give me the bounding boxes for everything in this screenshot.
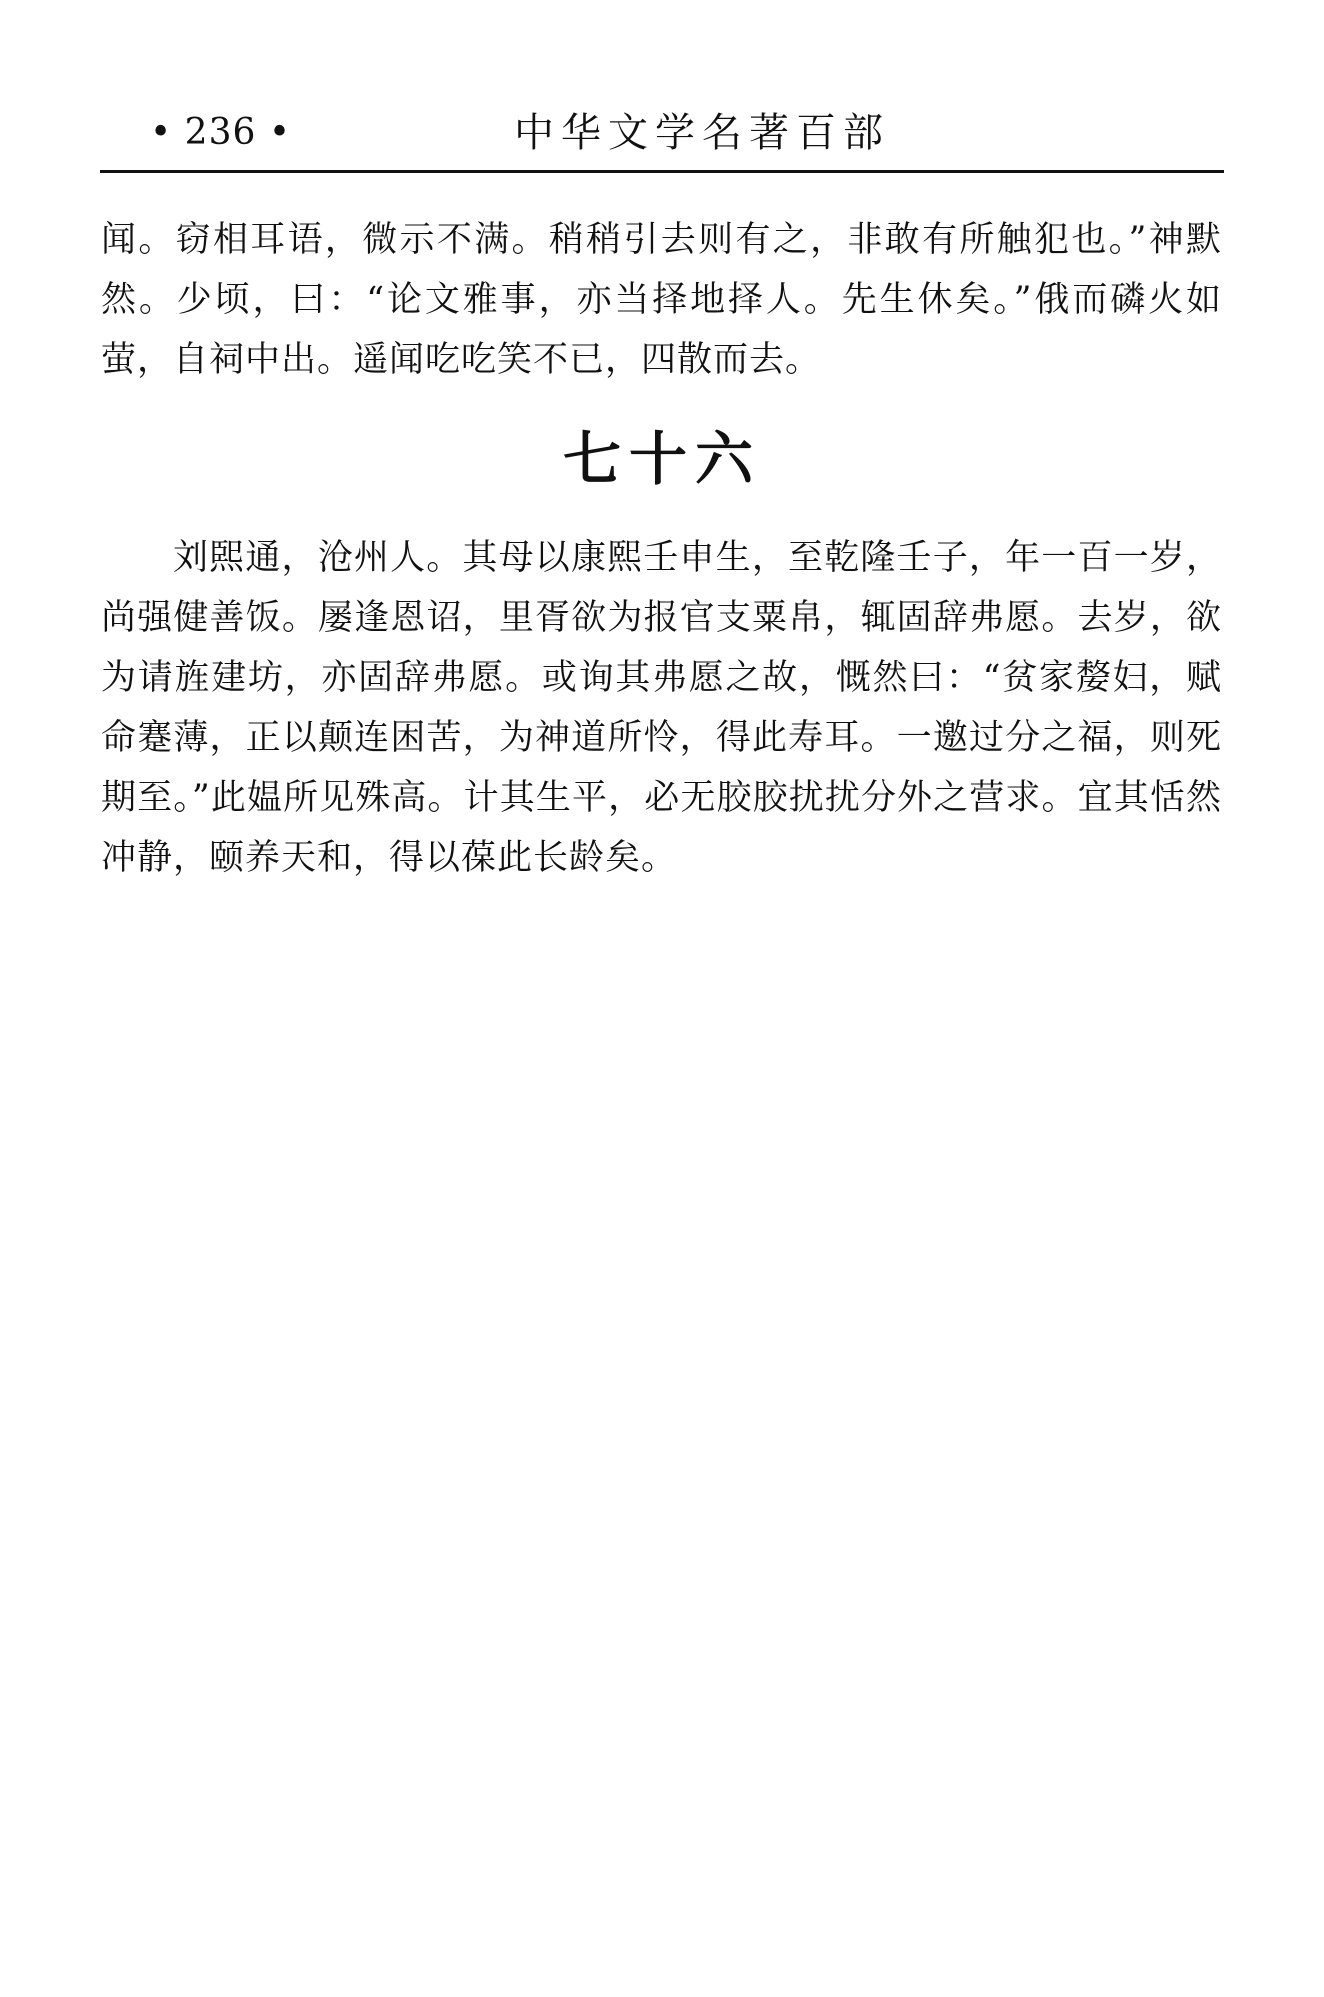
story-paragraph: 刘𤋮通，沧州人。其母以康熙壬申生，至乾隆壬子，年一百一岁，尚强健善饭。屡逢恩诏，里胥欲为报官支粟帛，辄固辞弗愿。去岁，欲为请旌建坊，亦固辞弗愿。或询其弗愿之故，慨然曰：“贫家嫠妇，赋命蹇薄，正以颠连困苦，为神道所怜，得此寿耳。一邀过分之福，则死期至。”此媪所见殊高。计其生平，必无胶胶扰扰分外之营求。宜其恬然冲静，颐养天和，得以葆此长龄矣。 (101, 538, 1222, 878)
chapter-title: 七十六 (562, 425, 761, 493)
continued-paragraph: 闻。窃相耳语，微示不满。稍稍引去则有之，非敢有所触犯也。”神默然。少顷，曰：“论文雅事，亦当择地择人。先生休矣。”俄而磷火如萤，自祠中出。遥闻吃吃笑不已，四散而去。 (101, 220, 1222, 380)
page-number: • 236 • (150, 112, 292, 153)
running-title: 中华文学名著百部 (514, 110, 890, 156)
page-header (100, 108, 1224, 173)
